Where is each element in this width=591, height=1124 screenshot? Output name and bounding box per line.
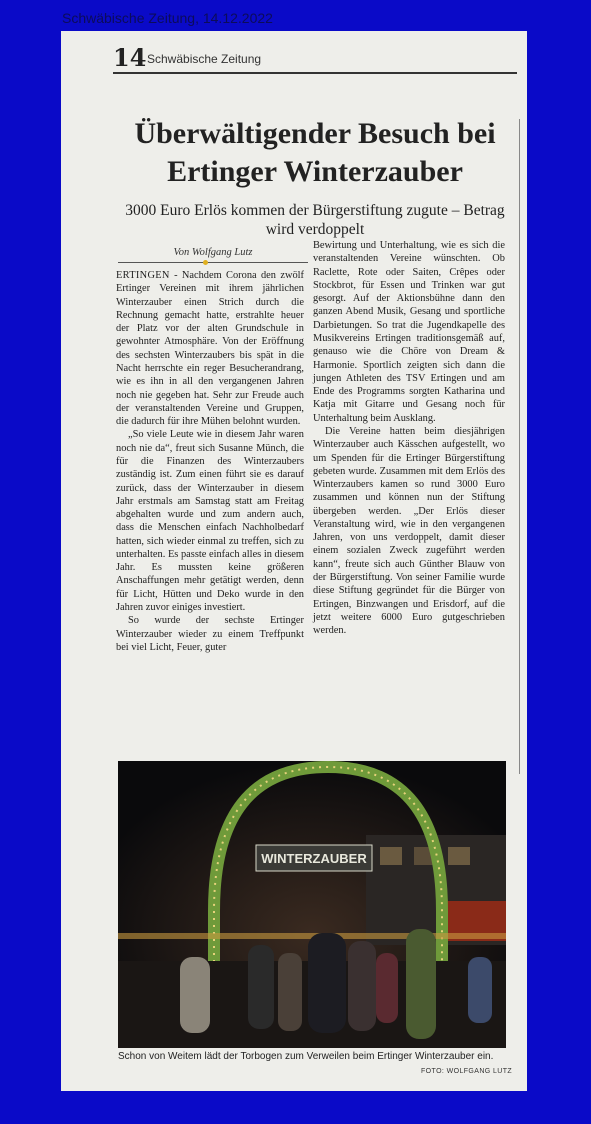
visitor	[308, 933, 346, 1033]
article-column-1	[116, 269, 304, 654]
lead-paragraph	[116, 269, 304, 428]
newspaper-name: Schwäbische Zeitung	[147, 52, 262, 66]
newspaper-clipping	[61, 31, 527, 1091]
byline-rule	[118, 262, 308, 263]
page-number: 14	[113, 43, 147, 72]
article-subtitle: 3000 Euro Erlös kommen der Bürgerstiftung zugute – Betrag wird verdoppelt	[125, 202, 505, 238]
article-photo	[118, 761, 506, 1048]
byline-dot	[203, 260, 208, 265]
paragraph: „So viele Leute wie in diesem Jahr waren noch nie da“, freut sich Susanne Münch, die für die Finanzen des Winterzaubers zuständig ist. Zum einen führt sie es darauf zurück, dass der Winterzauber in diesem Jahr erstmals am Samstag statt am Freitag abgehalten wurde und zum andern auch, dass die Menschen einfach Nachholbedarf hatten, sich wieder einmal zu treffen, sich zu unterhalten. Es passte einfach alles in diesem Jahr. Es mussten keine größeren Anschaffungen mehr getätigt werden, denn für Licht, Hütten und Deko wurde in den Jahren zuvor einiges investiert.	[116, 429, 304, 614]
header-rule	[113, 72, 517, 74]
visitor	[180, 957, 210, 1033]
visitor	[348, 941, 376, 1031]
article-column-2	[313, 239, 505, 637]
paragraph: Bewirtung und Unterhaltung, wie es sich die veranstaltenden Vereine wünschten. Ob Raclette, Rote oder Saiten, Crêpes oder Stockbrot, für Essen und Trinken war gut gesorgt. Auf der Aktionsbühne dann den ganzen Abend Musik, Gesang und sportliche Darbietungen. So trat die Jugendkapelle des Musikvereins Ertingen traditionsgemäß auf, genauso wie die Chöre von Dream & Harmonie. Sportlich zeigten sich dann die jungen Athleten des TSV Ertingen und am Ende des Programms sorgten Katharina und Katja mit Gitarre und Gesang noch für Unterhaltung beim Ausklang.	[313, 240, 505, 424]
visitor	[468, 957, 492, 1023]
paragraph: So wurde der sechste Ertinger Winterzauber wieder zu einem Treffpunkt bei viel Licht, Feuer, guter	[116, 615, 304, 653]
visitor	[278, 953, 302, 1031]
visitor	[248, 945, 274, 1029]
clipping-header: Schwäbische Zeitung, 14.12.2022	[62, 10, 273, 26]
dateline: ERTINGEN	[116, 270, 170, 281]
photo-credit: FOTO: WOLFGANG LUTZ	[421, 1068, 513, 1075]
visitor	[376, 953, 398, 1023]
window	[380, 847, 402, 865]
window	[448, 847, 470, 865]
article-title: Überwältigender Besuch bei Ertinger Winterzauber	[134, 117, 496, 188]
lead-text: - Nachdem Corona den zwölf Ertinger Vereinen mit ihrem jährlichen Winterzauber einen Strich durch die Rechnung gemacht hatte, erstrahlte heuer der Platz vor der alten Grundschule in gewohnter Atmosphäre. Von der Eröffnung des sechsten Winterzaubers bis spät in die Nacht herrschte ein reger Besucherandrang, wie es ihn in all den vergangenen Jahren noch nie gegeben hat. Sehr zur Freude auch der veranstaltenden Vereine und Gruppen, die dadurch für ihre Mühen belohnt wurden.	[116, 270, 304, 428]
paragraph: Die Vereine hatten beim diesjährigen Winterzauber auch Kässchen aufgestellt, wo um Spenden für die Ertinger Bürgerstiftung gebeten wurde. Zusammen mit dem Erlös des Winterzaubers kamen so rund 3000 Euro zusammen und können nun der Stiftung übergeben werden. „Der Erlös dieser Veranstaltung wird, wie in den vergangenen Jahren, von uns verdoppelt, damit dieser einem sozialen Zweck zugeführt werden kann“, freute sich auch Günther Blauw von der Bürgerstiftung. Von seiner Familie wurde diese Stiftung gegründet für die Bürger von Ertingen, Binzwangen und Erisdorf, auf die jetzt weitere 6000 Euro gutgeschrieben werden.	[313, 425, 505, 637]
photo-caption: Schon von Weitem lädt der Torbogen zum Verweilen beim Ertinger Winterzauber ein.	[118, 1051, 494, 1062]
sign-text: WINTERZAUBER	[261, 851, 367, 866]
byline: Von Wolfgang Lutz	[173, 247, 253, 258]
column-rule	[519, 119, 520, 774]
visitor	[406, 929, 436, 1039]
